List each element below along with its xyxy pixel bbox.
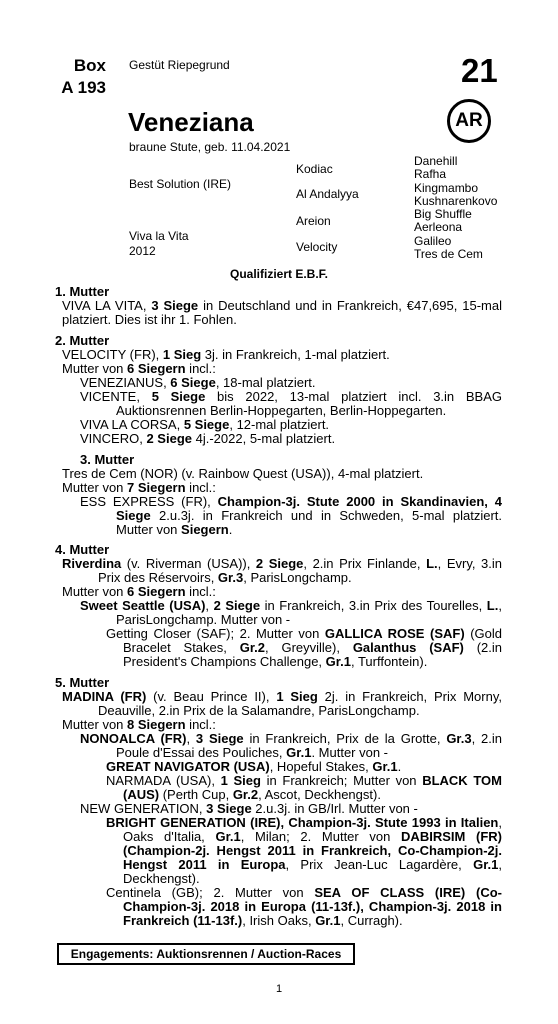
progeny-record: VICENTE, 5 Siege bis 2022, 13-mal platziert incl. 3.in BBAG Auktionsrennen Berlin-Hoppegarten, Berlin-Hoppegarten. (80, 389, 502, 418)
section-4-mutter (55, 543, 502, 669)
section-heading: 1. Mutter (55, 284, 110, 299)
box-number: A 193 (61, 78, 106, 97)
granddam-record: VELOCITY (FR), 1 Sieg 3j. in Frankreich, 1-mal platziert. (62, 347, 390, 362)
pedigree-gen2: Areion (296, 214, 331, 228)
progeny-record: Centinela (GB); 2. Mutter von SEA OF CLASS (IRE) (Co-Champion-3j. 2018 in Europa (11-13f.), Champion-3j. 2018 in Frankreich (11-13f.), Irish Oaks, Gr.1, Curragh). (106, 885, 502, 928)
ancestor-record: Riverdina (v. Riverman (USA)), 2 Siege, 2.in Prix Finlande, L., Evry, 3.in Prix des Réservoirs, Gr.3, ParisLongchamp. (62, 556, 502, 585)
ar-badge-label: AR (455, 110, 483, 131)
horse-description: braune Stute, geb. 11.04.2021 (129, 140, 291, 154)
pedigree-gen3: Danehill (414, 154, 458, 168)
progeny-record: NONOALCA (FR), 3 Siege in Frankreich, Prix de la Grotte, Gr.3, 2.in Poule d'Essai des Pouliches, Gr.1. Mutter von - (80, 731, 503, 760)
pedigree-gen3: Aerleona (414, 220, 463, 234)
pedigree-dam: Viva la Vita (129, 229, 189, 243)
winners-count: Mutter von 8 Siegern incl.: (62, 717, 216, 732)
section-5-mutter (55, 676, 502, 928)
pedigree-sire: Best Solution (IRE) (129, 177, 232, 191)
pedigree-gen3: Kingmambo (414, 181, 479, 195)
pedigree-gen2: Velocity (296, 240, 338, 254)
page-number: 1 (275, 983, 283, 995)
progeny-record: Sweet Seattle (USA), 2 Siege in Frankreich, 3.in Prix des Tourelles, L., ParisLongchamp. Mutter von - (80, 598, 502, 627)
progeny-record: VINCERO, 2 Siege 4j.-2022, 5-mal platziert. (80, 431, 336, 446)
section-1-mutter (55, 285, 502, 327)
pedigree-dam-year: 2012 (129, 244, 156, 258)
dam-record: VIVA LA VITA, 3 Siege in Deutschland und in Frankreich, €47,695, 15-mal platziert. Dies ist ihr 1. Fohlen. (62, 298, 502, 327)
section-heading: 4. Mutter (55, 542, 110, 557)
progeny-record: VIVA LA CORSA, 5 Siege, 12-mal platziert. (80, 417, 330, 432)
ancestor-record: MADINA (FR) (v. Beau Prince II), 1 Sieg 2j. in Frankreich, Prix Morny, Deauville, 2.in Prix de la Salamandre, ParisLongchamp. (62, 689, 502, 718)
pedigree-gen3: Kushnarenkovo (414, 194, 498, 208)
section-heading: 3. Mutter (80, 452, 135, 467)
pedigree-gen3: Galileo (414, 234, 452, 248)
winners-count: Mutter von 7 Siegern incl.: (62, 480, 216, 495)
pedigree-gen3: Big Shuffle (414, 207, 472, 221)
pedigree-gen3: Rafha (414, 167, 447, 181)
progeny-record: Getting Closer (SAF); 2. Mutter von GALLICA ROSE (SAF) (Gold Bracelet Stakes, Gr.2, Greyville), Galanthus (SAF) (2.in President's Champions Challenge, Gr.1, Turffontein). (106, 626, 502, 669)
qualification-note: Qualifiziert E.B.F. (229, 267, 328, 281)
engagements-box (57, 943, 355, 965)
progeny-record: NEW GENERATION, 3 Siege 2.u.3j. in GB/Irl. Mutter von - (80, 801, 418, 816)
ar-badge (447, 99, 491, 143)
progeny-record: VENEZIANUS, 6 Siege, 18-mal platziert. (80, 375, 316, 390)
section-heading: 5. Mutter (55, 675, 110, 690)
progeny-record: GREAT NAVIGATOR (USA), Hopeful Stakes, Gr.1. (106, 759, 402, 774)
section-3-mutter (55, 453, 502, 537)
horse-name: Veneziana (128, 107, 254, 137)
winners-count: Mutter von 6 Siegern incl.: (62, 361, 216, 376)
engagements-label: Engagements: Auktionsrennen / Auction-Races (70, 947, 342, 961)
section-2-mutter (55, 334, 502, 446)
box-label: Box (73, 56, 106, 75)
lot-number: 21 (461, 52, 498, 89)
progeny-record: BRIGHT GENERATION (IRE), Champion-3j. Stute 1993 in Italien, Oaks d'Italia, Gr.1, Milan; 2. Mutter von DABIRSIM (FR) (Champion-2j. Hengst 2011 in Frankreich, Co-Champion-2j. Hengst 2011 in Europa, Prix Jean-Luc Lagardère, Gr.1, Deckhengst). (106, 815, 503, 886)
winners-count: Mutter von 6 Siegern incl.: (62, 584, 216, 599)
pedigree-gen2: Kodiac (296, 162, 333, 176)
pedigree-gen3: Tres de Cem (414, 247, 483, 261)
section-heading: 2. Mutter (55, 333, 110, 348)
stud-name: Gestüt Riepegrund (129, 58, 230, 72)
ancestor-record: Tres de Cem (NOR) (v. Rainbow Quest (USA)), 4-mal platziert. (62, 466, 424, 481)
progeny-record: NARMADA (USA), 1 Sieg in Frankreich; Mutter von BLACK TOM (AUS) (Perth Cup, Gr.2, Ascot, Deckhengst). (106, 773, 502, 802)
progeny-record: ESS EXPRESS (FR), Champion-3j. Stute 2000 in Skandinavien, 4 Siege 2.u.3j. in Frankreich und in Schweden, 5-mal platziert. Mutter von Siegern. (80, 494, 502, 537)
pedigree-gen2: Al Andalyya (296, 187, 359, 201)
